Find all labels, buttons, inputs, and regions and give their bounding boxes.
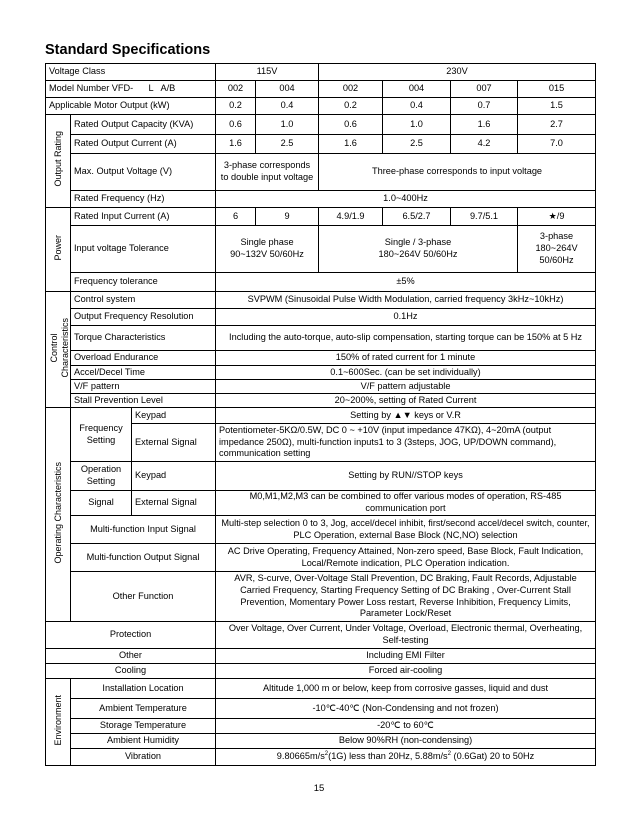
- other-function-row: [46, 572, 596, 622]
- freq-external-value: Potentiometer-5KΩ/0.5W, DC 0 ~ +10V (input impedance 47KΩ), 4~20mA (output impedance 250Ω), multi-function inputs1 to 3 (3steps, JOG, UP/DOWN command), communication setting: [216, 424, 596, 462]
- freq-keypad-row: [46, 408, 596, 424]
- torque-label: Torque Characteristics: [71, 326, 216, 351]
- output-voltage-230: Three-phase corresponds to input voltage: [319, 154, 596, 191]
- input-current-row: [46, 208, 596, 226]
- input-current-cell: 9.7/5.1: [451, 208, 518, 226]
- other-label: Other: [46, 649, 216, 664]
- model-cell: 007: [451, 81, 518, 98]
- model-row: [46, 81, 596, 98]
- current-cell: 7.0: [518, 135, 596, 154]
- capacity-cell: 2.7: [518, 115, 596, 135]
- voltage-class-label: Voltage Class: [46, 64, 216, 81]
- mf-input-row: [46, 516, 596, 544]
- stall-value: 20~200%, setting of Rated Current: [216, 394, 596, 408]
- current-cell: 2.5: [256, 135, 319, 154]
- cooling-label: Cooling: [46, 664, 216, 679]
- vf-row: [46, 380, 596, 394]
- motor-cell: 0.7: [451, 98, 518, 115]
- op-keypad-label: Keypad: [132, 462, 216, 491]
- input-tolerance-115: Single phase 90~132V 50/60Hz: [216, 226, 319, 273]
- output-current-row: [46, 135, 596, 154]
- torque-row: [46, 326, 596, 351]
- other-function-value: AVR, S-curve, Over-Voltage Stall Prevention, DC Braking, Fault Records, Adjustable Carried Frequency, Starting Frequency Setting of DC Braking , Over-Current Stall Prevention, Momentary Power Loss restart, Reverse Inhibition, Frequency Limits, Parameter Lock/Reset: [216, 572, 596, 622]
- installation-label: Installation Location: [71, 679, 216, 699]
- storage-value: -20℃ to 60℃: [216, 719, 596, 734]
- storage-row: [46, 719, 596, 734]
- input-tolerance-015: 3-phase 180~264V 50/60Hz: [518, 226, 596, 273]
- operation-setting-label: Operation Setting: [71, 462, 132, 491]
- input-tolerance-230: Single / 3-phase 180~264V 50/60Hz: [319, 226, 518, 273]
- input-current-cell: 6: [216, 208, 256, 226]
- operating-group: Operating Characteristics: [46, 408, 71, 622]
- motor-row: [46, 98, 596, 115]
- freq-external-label: External Signal: [132, 424, 216, 462]
- signal-value: M0,M1,M2,M3 can be combined to offer various modes of operation, RS-485 communication port: [216, 491, 596, 516]
- vf-value: V/F pattern adjustable: [216, 380, 596, 394]
- current-cell: 1.6: [216, 135, 256, 154]
- voltage-230v: 230V: [319, 64, 596, 81]
- other-function-label: Other Function: [71, 572, 216, 622]
- page-number: 15: [313, 783, 325, 794]
- output-rating-group: Output Rating: [46, 115, 71, 208]
- input-current-cell: 4.9/1.9: [319, 208, 383, 226]
- protection-label: Protection: [46, 622, 216, 649]
- input-tolerance-label: Input voltage Tolerance: [71, 226, 216, 273]
- capacity-cell: 1.0: [256, 115, 319, 135]
- capacity-cell: 0.6: [216, 115, 256, 135]
- input-current-cell: 6.5/2.7: [383, 208, 451, 226]
- overload-row: [46, 351, 596, 366]
- mf-output-label: Multi-function Output Signal: [71, 544, 216, 572]
- resolution-value: 0.1Hz: [216, 309, 596, 326]
- voltage-class-row: [46, 64, 596, 81]
- accel-value: 0.1~600Sec. (can be set individually): [216, 366, 596, 380]
- environment-group: Environment: [46, 679, 71, 766]
- spec-table: [45, 63, 596, 766]
- input-current-cell: ★/9: [518, 208, 596, 226]
- current-cell: 4.2: [451, 135, 518, 154]
- stall-row: [46, 394, 596, 408]
- output-capacity-row: [46, 115, 596, 135]
- frequency-setting-label: Frequency Setting: [71, 408, 132, 462]
- mf-input-label: Multi-function Input Signal: [71, 516, 216, 544]
- model-cell: 004: [383, 81, 451, 98]
- freq-keypad-value: Setting by ▲▼ keys or V.R: [216, 408, 596, 424]
- humidity-label: Ambient Humidity: [71, 734, 216, 749]
- protection-value: Over Voltage, Over Current, Under Voltage, Overload, Electronic thermal, Overheating, Self-testing: [216, 622, 596, 649]
- rated-frequency-label: Rated Frequency (Hz): [71, 191, 216, 208]
- capacity-cell: 1.0: [383, 115, 451, 135]
- accel-row: [46, 366, 596, 380]
- overload-label: Overload Endurance: [71, 351, 216, 366]
- output-current-label: Rated Output Current (A): [71, 135, 216, 154]
- ambient-value: -10℃-40℃ (Non-Condensing and not frozen): [216, 699, 596, 719]
- control-system-row: [46, 292, 596, 309]
- protection-row: [46, 622, 596, 649]
- motor-label: Applicable Motor Output (kW): [46, 98, 216, 115]
- mf-output-value: AC Drive Operating, Frequency Attained, Non-zero speed, Base Block, Fault Indication, Local/Remote indication, PLC Operation indication.: [216, 544, 596, 572]
- model-cell: 002: [319, 81, 383, 98]
- installation-row: [46, 679, 596, 699]
- humidity-value: Below 90%RH (non-condensing): [216, 734, 596, 749]
- control-system-label: Control system: [71, 292, 216, 309]
- torque-value: Including the auto-torque, auto-slip compensation, starting torque can be 150% at 5 Hz: [216, 326, 596, 351]
- humidity-row: [46, 734, 596, 749]
- output-capacity-label: Rated Output Capacity (KVA): [71, 115, 216, 135]
- model-label: Model Number VFD- L A/B: [46, 81, 216, 98]
- resolution-row: [46, 309, 596, 326]
- frequency-tolerance-value: ±5%: [216, 273, 596, 292]
- mf-input-value: Multi-step selection 0 to 3, Jog, accel/decel inhibit, first/second accel/decel switch, counter, PLC Operation, external Base Block (NC,NO) selection: [216, 516, 596, 544]
- vf-label: V/F pattern: [71, 380, 216, 394]
- model-cell: 002: [216, 81, 256, 98]
- voltage-115v: 115V: [216, 64, 319, 81]
- vibration-value: $9.80665m/s^2(1G)$ less than 20Hz, $5.88m/s^2$ (0.6Gat) 20 to 50Hz: [216, 749, 596, 766]
- vibration-row: [46, 749, 596, 766]
- motor-cell: 0.2: [319, 98, 383, 115]
- control-system-value: SVPWM (Sinusoidal Pulse Width Modulation, carried frequency 3kHz~10kHz): [216, 292, 596, 309]
- other-value: Including EMI Filter: [216, 649, 596, 664]
- capacity-cell: 1.6: [451, 115, 518, 135]
- other-row: [46, 649, 596, 664]
- resolution-label: Output Frequency Resolution: [71, 309, 216, 326]
- input-current-cell: 9: [256, 208, 319, 226]
- output-voltage-row: [46, 154, 596, 191]
- mf-output-row: [46, 544, 596, 572]
- signal-label: Signal: [71, 491, 132, 516]
- motor-cell: 1.5: [518, 98, 596, 115]
- power-group: Power: [46, 208, 71, 292]
- rated-frequency-row: [46, 191, 596, 208]
- motor-cell: 0.4: [383, 98, 451, 115]
- model-cell: 015: [518, 81, 596, 98]
- output-voltage-label: Max. Output Voltage (V): [71, 154, 216, 191]
- motor-cell: 0.2: [216, 98, 256, 115]
- overload-value: 150% of rated current for 1 minute: [216, 351, 596, 366]
- ambient-row: [46, 699, 596, 719]
- model-cell: 004: [256, 81, 319, 98]
- signal-row: [46, 491, 596, 516]
- current-cell: 1.6: [319, 135, 383, 154]
- freq-keypad-label: Keypad: [132, 408, 216, 424]
- signal-external-label: External Signal: [132, 491, 216, 516]
- accel-label: Accel/Decel Time: [71, 366, 216, 380]
- cooling-value: Forced air-cooling: [216, 664, 596, 679]
- installation-value: Altitude 1,000 m or below, keep from corrosive gasses, liquid and dust: [216, 679, 596, 699]
- up-down-arrow-icon: ▲▼: [393, 409, 412, 420]
- capacity-cell: 0.6: [319, 115, 383, 135]
- motor-cell: 0.4: [256, 98, 319, 115]
- cooling-row: [46, 664, 596, 679]
- stall-label: Stall Prevention Level: [71, 394, 216, 408]
- input-current-label: Rated Input Current (A): [71, 208, 216, 226]
- frequency-tolerance-row: [46, 273, 596, 292]
- input-tolerance-row: [46, 226, 596, 273]
- frequency-tolerance-label: Frequency tolerance: [71, 273, 216, 292]
- storage-label: Storage Temperature: [71, 719, 216, 734]
- ambient-label: Ambient Temperature: [71, 699, 216, 719]
- page-title: Standard Specifications: [45, 42, 211, 58]
- vibration-label: Vibration: [71, 749, 216, 766]
- current-cell: 2.5: [383, 135, 451, 154]
- op-setting-row: [46, 462, 596, 491]
- control-group: Control Characteristics: [46, 292, 71, 408]
- op-keypad-value: Setting by RUN//STOP keys: [216, 462, 596, 491]
- rated-frequency-value: 1.0~400Hz: [216, 191, 596, 208]
- output-voltage-115: 3-phase corresponds to double input voltage: [216, 154, 319, 191]
